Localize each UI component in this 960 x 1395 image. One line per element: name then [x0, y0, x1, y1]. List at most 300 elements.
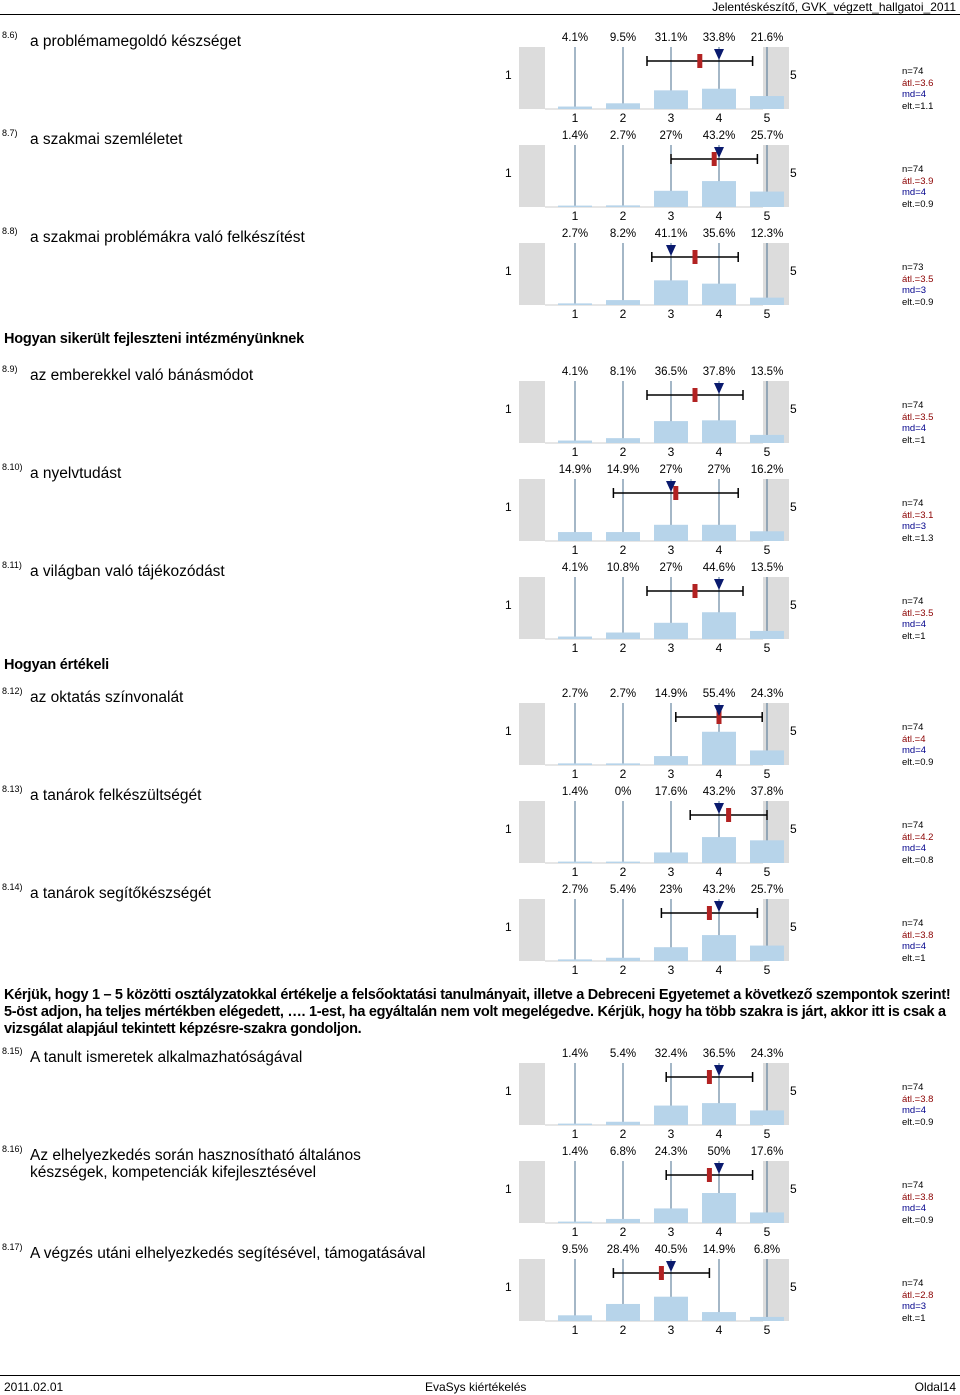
stat-median: md=4 — [902, 745, 927, 756]
bar — [606, 300, 640, 305]
bar — [558, 441, 592, 443]
question-block — [0, 1144, 960, 1240]
stat-n: n=74 — [902, 1180, 924, 1191]
mean-marker — [707, 1168, 712, 1182]
stat-deviation: elt.=1 — [902, 434, 926, 446]
mean-marker — [693, 250, 698, 264]
tick-label: 5 — [763, 209, 771, 223]
percent-label: 41.1% — [654, 228, 688, 240]
tick-label: 3 — [667, 641, 675, 655]
bar — [654, 1106, 688, 1125]
percent-label: 1.4% — [561, 786, 589, 798]
question-block — [0, 882, 960, 978]
tick-label: 2 — [619, 641, 627, 655]
tick-label: 5 — [763, 1127, 771, 1141]
percent-label: 4.1% — [561, 562, 589, 574]
question-block — [0, 364, 960, 460]
bar — [702, 1312, 736, 1321]
distribution-chart — [519, 686, 789, 782]
median-marker — [714, 1065, 724, 1076]
bar — [654, 756, 688, 765]
tick-label: 3 — [667, 307, 675, 321]
tick-label: 2 — [619, 111, 627, 125]
scale-low-label: 1 — [505, 598, 512, 612]
distribution-chart — [519, 30, 789, 126]
tick-label: 1 — [571, 209, 579, 223]
tick-label: 5 — [763, 445, 771, 459]
tick-label: 5 — [763, 111, 771, 125]
header-divider — [0, 14, 960, 15]
percent-label: 2.7% — [561, 228, 589, 240]
bar — [702, 935, 736, 961]
distribution-chart — [519, 1144, 789, 1240]
stats-block — [902, 66, 933, 112]
median-marker — [714, 383, 724, 394]
question-block — [0, 1046, 960, 1142]
question-text: az emberekkel való bánásmódot — [30, 367, 254, 384]
stat-median: md=4 — [902, 941, 927, 952]
bar — [750, 435, 784, 443]
stats-block — [902, 1278, 933, 1324]
bar — [750, 96, 784, 109]
stats-block — [902, 596, 933, 642]
bar — [702, 732, 736, 765]
percent-label: 24.3% — [750, 1048, 784, 1060]
percent-label: 27% — [659, 562, 683, 574]
percent-label: 8.1% — [609, 366, 637, 378]
stat-mean: átl.=3.5 — [902, 273, 934, 285]
question-number: 8.16) — [2, 1144, 23, 1154]
bar — [606, 763, 640, 765]
scale-low-label: 1 — [505, 264, 512, 278]
median-marker — [714, 901, 724, 912]
stats-block — [902, 918, 933, 964]
frame-left — [519, 145, 545, 207]
stat-n: n=73 — [902, 262, 924, 273]
bar — [558, 637, 592, 639]
bar — [750, 946, 784, 961]
scale-high-label: 5 — [790, 920, 797, 934]
percent-label: 4.1% — [561, 32, 589, 44]
tick-label: 3 — [667, 1225, 675, 1239]
stat-deviation: elt.=0.9 — [902, 296, 934, 308]
percent-label: 28.4% — [606, 1244, 640, 1256]
stats-block — [902, 820, 933, 866]
bar — [750, 531, 784, 541]
bar — [702, 181, 736, 207]
percent-label: 2.7% — [609, 688, 637, 700]
percent-label: 2.7% — [561, 884, 589, 896]
mean-marker — [693, 388, 698, 402]
bar — [750, 192, 784, 207]
tick-label: 4 — [715, 1323, 723, 1337]
tick-label: 2 — [619, 767, 627, 781]
percent-label: 0% — [614, 786, 632, 798]
question-text: A végzés utáni elhelyezkedés segítésével, támogatásával — [30, 1245, 426, 1262]
stat-deviation: elt.=1.3 — [902, 532, 934, 544]
bar — [750, 750, 784, 765]
bar — [702, 837, 736, 863]
stat-mean: átl.=3.1 — [902, 509, 934, 521]
percent-label: 8.2% — [609, 228, 637, 240]
stat-mean: átl.=3.9 — [902, 175, 934, 187]
stats-block — [902, 1180, 933, 1226]
percent-label: 12.3% — [750, 228, 784, 240]
bar — [702, 1193, 736, 1223]
stat-n: n=74 — [902, 596, 924, 607]
percent-label: 37.8% — [702, 366, 736, 378]
percent-label: 14.9% — [654, 688, 688, 700]
scale-low-label: 1 — [505, 68, 512, 82]
percent-label: 37.8% — [750, 786, 784, 798]
bar — [558, 1315, 592, 1321]
question-text: a nyelvtudást — [30, 465, 122, 482]
question-text: a világban való tájékozódást — [30, 563, 225, 580]
bar — [702, 612, 736, 639]
bar — [606, 862, 640, 863]
question-number: 8.8) — [2, 226, 18, 236]
question-number: 8.10) — [2, 462, 23, 472]
question-block — [0, 560, 960, 656]
question-block — [0, 226, 960, 322]
section-heading-evaluation: Hogyan értékeli — [4, 657, 109, 673]
percent-label: 9.5% — [561, 1244, 589, 1256]
stat-mean: átl.=2.8 — [902, 1289, 934, 1301]
tick-label: 1 — [571, 1323, 579, 1337]
percent-label: 2.7% — [561, 688, 589, 700]
section-heading-development: Hogyan sikerült fejleszteni intézményünknek — [4, 331, 305, 347]
stat-median: md=4 — [902, 187, 927, 198]
bar — [654, 525, 688, 541]
tick-label: 4 — [715, 1127, 723, 1141]
percent-label: 10.8% — [606, 562, 640, 574]
percent-label: 36.5% — [654, 366, 688, 378]
bar — [606, 438, 640, 443]
scale-high-label: 5 — [790, 1084, 797, 1098]
tick-label: 2 — [619, 307, 627, 321]
stats-block — [902, 1082, 933, 1128]
percent-label: 24.3% — [654, 1146, 688, 1158]
stat-deviation: elt.=0.9 — [902, 756, 934, 768]
bar — [558, 1124, 592, 1125]
percent-label: 13.5% — [750, 366, 784, 378]
median-marker — [714, 803, 724, 814]
question-block — [0, 128, 960, 224]
scale-high-label: 5 — [790, 822, 797, 836]
stats-block — [902, 164, 933, 210]
percent-label: 32.4% — [654, 1048, 688, 1060]
question-block — [0, 462, 960, 558]
stat-mean: átl.=3.8 — [902, 929, 934, 941]
frame-left — [519, 1161, 545, 1223]
tick-label: 2 — [619, 865, 627, 879]
bar — [750, 840, 784, 863]
stat-n: n=74 — [902, 164, 924, 175]
instruction-text: Kérjük, hogy 1 – 5 közötti osztályzatokkal értékelje a felsőoktatási tanulmányait, illetve a Debreceni Egyetemet a következő szempontok szerint! 5-öst adjon, ha teljes mértékben elégedett, …. 1-est, ha egyáltalán nem volt megelégedve. Kérjük, hogy ha több szakra is járt, akkor itt is csak a vizsgálat alapjául tekintett képzésre-szakra gondoljon. — [4, 987, 951, 1037]
frame-left — [519, 899, 545, 961]
tick-label: 1 — [571, 1127, 579, 1141]
footer-center: EvaSys kiértékelés — [425, 1380, 527, 1394]
distribution-chart — [519, 784, 789, 880]
distribution-chart — [519, 226, 789, 322]
median-marker — [714, 579, 724, 590]
report-header-title: Jelentéskészítő, GVK_végzett_hallgatoi_2011 — [712, 0, 956, 14]
tick-label: 4 — [715, 641, 723, 655]
question-text: az oktatás színvonalát — [30, 689, 184, 706]
bar — [654, 191, 688, 207]
percent-label: 36.5% — [702, 1048, 736, 1060]
bar — [558, 862, 592, 863]
mean-marker — [673, 486, 678, 500]
tick-label: 4 — [715, 543, 723, 557]
tick-label: 2 — [619, 1127, 627, 1141]
percent-label: 17.6% — [750, 1146, 784, 1158]
question-text: a tanárok felkészültségét — [30, 787, 202, 804]
tick-label: 1 — [571, 865, 579, 879]
percent-label: 27% — [659, 130, 683, 142]
stat-median: md=3 — [902, 521, 927, 532]
percent-label: 9.5% — [609, 32, 637, 44]
distribution-chart — [519, 882, 789, 978]
tick-label: 5 — [763, 963, 771, 977]
bar — [750, 298, 784, 305]
tick-label: 2 — [619, 543, 627, 557]
percent-label: 1.4% — [561, 1146, 589, 1158]
question-text: A tanult ismeretek alkalmazhatóságával — [30, 1049, 303, 1066]
question-text: a szakmai problémákra való felkészítést — [30, 229, 305, 246]
mean-marker — [707, 906, 712, 920]
bar — [654, 623, 688, 639]
bar — [654, 90, 688, 109]
percent-label: 33.8% — [702, 32, 736, 44]
percent-label: 35.6% — [702, 228, 736, 240]
tick-label: 4 — [715, 963, 723, 977]
stat-median: md=4 — [902, 619, 927, 630]
frame-left — [519, 801, 545, 863]
tick-label: 1 — [571, 1225, 579, 1239]
question-number: 8.11) — [2, 560, 22, 570]
footer-page: Oldal14 — [914, 1380, 956, 1394]
tick-label: 5 — [763, 865, 771, 879]
stats-block — [902, 498, 933, 544]
stat-n: n=74 — [902, 820, 924, 831]
percent-label: 25.7% — [750, 130, 784, 142]
scale-high-label: 5 — [790, 1182, 797, 1196]
stat-median: md=3 — [902, 1301, 927, 1312]
bar — [558, 303, 592, 305]
scale-low-label: 1 — [505, 724, 512, 738]
percent-label: 6.8% — [753, 1244, 781, 1256]
bar — [606, 1304, 640, 1321]
tick-label: 3 — [667, 209, 675, 223]
stat-n: n=74 — [902, 722, 924, 733]
percent-label: 55.4% — [702, 688, 736, 700]
tick-label: 1 — [571, 445, 579, 459]
tick-label: 2 — [619, 1225, 627, 1239]
stat-mean: átl.=3.5 — [902, 411, 934, 423]
percent-label: 31.1% — [654, 32, 688, 44]
frame-left — [519, 479, 545, 541]
distribution-chart — [519, 1242, 789, 1338]
mean-marker — [726, 808, 731, 822]
tick-label: 5 — [763, 641, 771, 655]
question-number: 8.15) — [2, 1046, 23, 1056]
percent-label: 14.9% — [606, 464, 640, 476]
bar — [654, 1208, 688, 1223]
stat-deviation: elt.=0.9 — [902, 198, 934, 210]
distribution-chart — [519, 560, 789, 656]
percent-label: 5.4% — [609, 1048, 637, 1060]
bar — [558, 1222, 592, 1223]
scale-low-label: 1 — [505, 166, 512, 180]
bar — [606, 1122, 640, 1125]
bar — [606, 205, 640, 207]
stat-n: n=74 — [902, 66, 924, 77]
stats-block — [902, 722, 933, 768]
percent-label: 40.5% — [654, 1244, 688, 1256]
frame-left — [519, 47, 545, 109]
frame-left — [519, 577, 545, 639]
stat-deviation: elt.=1 — [902, 1312, 926, 1324]
tick-label: 3 — [667, 1127, 675, 1141]
distribution-chart — [519, 128, 789, 224]
stat-mean: átl.=4 — [902, 733, 926, 745]
footer-divider — [0, 1375, 960, 1376]
median-marker — [714, 49, 724, 60]
tick-label: 1 — [571, 963, 579, 977]
percent-label: 13.5% — [750, 562, 784, 574]
scale-low-label: 1 — [505, 402, 512, 416]
stat-median: md=4 — [902, 1105, 927, 1116]
percent-label: 24.3% — [750, 688, 784, 700]
stat-n: n=74 — [902, 400, 924, 411]
percent-label: 6.8% — [609, 1146, 637, 1158]
stat-n: n=74 — [902, 1278, 924, 1289]
percent-label: 2.7% — [609, 130, 637, 142]
bar — [558, 206, 592, 207]
frame-left — [519, 1063, 545, 1125]
tick-label: 3 — [667, 767, 675, 781]
frame-left — [519, 381, 545, 443]
question-block — [0, 1242, 960, 1338]
bar — [606, 1219, 640, 1223]
bar — [654, 421, 688, 443]
stat-mean: átl.=3.5 — [902, 607, 934, 619]
stat-n: n=74 — [902, 1082, 924, 1093]
scale-high-label: 5 — [790, 1280, 797, 1294]
stats-block — [902, 400, 933, 446]
bar — [750, 631, 784, 639]
tick-label: 5 — [763, 767, 771, 781]
bar — [702, 284, 736, 305]
tick-label: 5 — [763, 307, 771, 321]
percent-label: 27% — [707, 464, 731, 476]
scale-low-label: 1 — [505, 1182, 512, 1196]
tick-label: 3 — [667, 963, 675, 977]
question-block — [0, 686, 960, 782]
bar — [654, 1297, 688, 1321]
stat-median: md=3 — [902, 285, 927, 296]
tick-label: 3 — [667, 445, 675, 459]
question-block — [0, 30, 960, 126]
scale-low-label: 1 — [505, 920, 512, 934]
question-number: 8.13) — [2, 784, 23, 794]
footer-date: 2011.02.01 — [4, 1380, 64, 1394]
tick-label: 5 — [763, 1323, 771, 1337]
frame-left — [519, 243, 545, 305]
stat-median: md=4 — [902, 89, 927, 100]
bar — [558, 107, 592, 109]
percent-label: 14.9% — [702, 1244, 736, 1256]
question-text: a tanárok segítőkészségét — [30, 885, 211, 902]
bar — [606, 532, 640, 541]
stat-deviation: elt.=0.9 — [902, 1214, 934, 1226]
percent-label: 14.9% — [558, 464, 592, 476]
distribution-chart — [519, 364, 789, 460]
percent-label: 1.4% — [561, 1048, 589, 1060]
percent-label: 17.6% — [654, 786, 688, 798]
bar — [654, 947, 688, 961]
question-number: 8.7) — [2, 128, 18, 138]
percent-label: 23% — [659, 884, 683, 896]
question-number: 8.6) — [2, 30, 18, 40]
bar — [606, 633, 640, 639]
question-text: a szakmai szemléletet — [30, 131, 183, 148]
bar — [558, 959, 592, 961]
percent-label: 25.7% — [750, 884, 784, 896]
bar — [750, 1212, 784, 1223]
scale-low-label: 1 — [505, 822, 512, 836]
tick-label: 1 — [571, 543, 579, 557]
percent-label: 4.1% — [561, 366, 589, 378]
percent-label: 21.6% — [750, 32, 784, 44]
question-number: 8.14) — [2, 882, 23, 892]
tick-label: 3 — [667, 543, 675, 557]
stat-deviation: elt.=0.8 — [902, 854, 934, 866]
stat-n: n=74 — [902, 498, 924, 509]
bar — [750, 1110, 784, 1125]
bar — [702, 89, 736, 109]
tick-label: 3 — [667, 1323, 675, 1337]
scale-high-label: 5 — [790, 166, 797, 180]
tick-label: 2 — [619, 963, 627, 977]
bar — [606, 958, 640, 961]
question-number: 8.12) — [2, 686, 23, 696]
stats-block — [902, 262, 933, 308]
question-block — [0, 784, 960, 880]
distribution-chart — [519, 1046, 789, 1142]
stat-n: n=74 — [902, 918, 924, 929]
scale-high-label: 5 — [790, 500, 797, 514]
tick-label: 2 — [619, 445, 627, 459]
tick-label: 3 — [667, 865, 675, 879]
question-number: 8.17) — [2, 1242, 23, 1252]
distribution-chart — [519, 462, 789, 558]
percent-label: 27% — [659, 464, 683, 476]
median-marker — [666, 1261, 676, 1272]
tick-label: 4 — [715, 445, 723, 459]
bar — [558, 763, 592, 765]
median-marker — [714, 1163, 724, 1174]
mean-marker — [659, 1266, 664, 1280]
bar — [702, 1103, 736, 1125]
stat-mean: átl.=4.2 — [902, 831, 934, 843]
stat-median: md=4 — [902, 843, 927, 854]
question-text: a problémamegoldó készséget — [30, 33, 242, 50]
tick-label: 4 — [715, 1225, 723, 1239]
scale-high-label: 5 — [790, 598, 797, 612]
median-marker — [666, 245, 676, 256]
